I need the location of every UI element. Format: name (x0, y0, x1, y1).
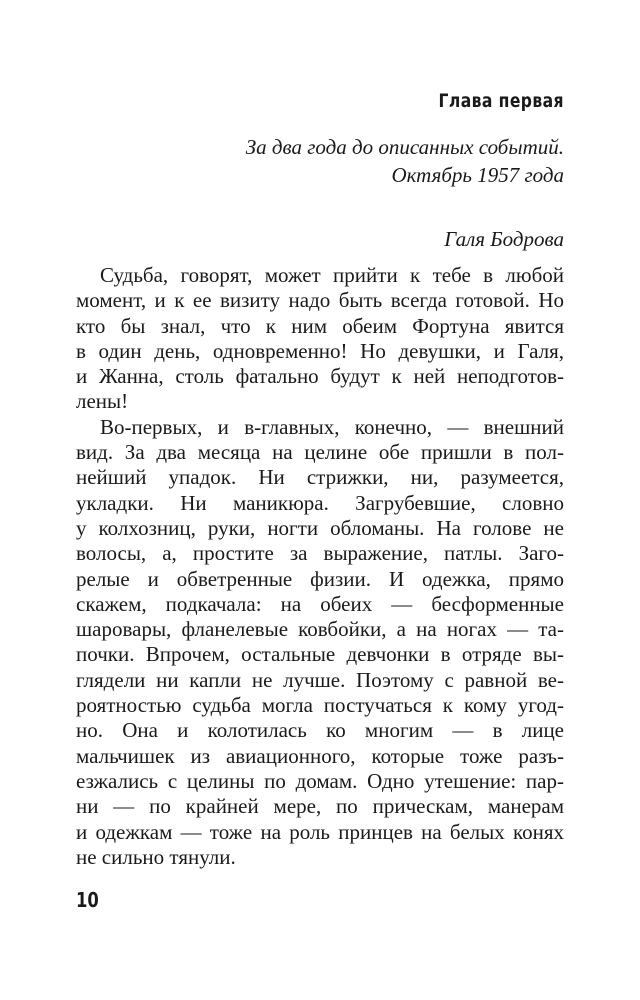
text-line: нейший упадок. Ни стрижки, ни, разумеется, (76, 465, 564, 490)
text-line: езжались с целины по домам. Одно утешение: пар- (76, 768, 564, 793)
text-line: и Жанна, столь фатально будут к ней неподготов- (76, 364, 564, 389)
epigraph (246, 133, 564, 189)
text-line: вид. За два месяца на целине обе пришли в пол- (76, 440, 564, 465)
text-line: у колхозниц, руки, ногти обломаны. На голове не (76, 515, 564, 540)
text-line: и одежкам — тоже на роль принцев на белых конях (76, 819, 564, 844)
text-line: в один день, одновременно! Но девушки, и Галя, (76, 338, 564, 363)
epigraph-line: Октябрь 1957 года (391, 163, 564, 187)
page-number: 10 (76, 888, 99, 912)
body-text (76, 263, 564, 870)
text-line: мальчишек из авиационного, которые тоже разъ- (76, 743, 564, 768)
narrator-heading: Галя Бодрова (444, 227, 564, 251)
text-line: укладки. Ни маникюра. Загрубевшие, словно (76, 490, 564, 515)
text-line: Судьба, говорят, может прийти к тебе в любой (100, 263, 564, 287)
text-line: кто бы знал, что к ним обеим Фортуна явится (76, 313, 564, 338)
text-line: почки. Впрочем, остальные девчонки в отряде вы- (76, 642, 564, 667)
text-line: релые и обветренные физии. И одежка, прямо (76, 566, 564, 591)
text-line: но. Она и колотилась ко многим — в лице (76, 718, 564, 743)
text-line: ни — по крайней мере, по прическам, манерам (76, 794, 564, 819)
text-line: шаровары, фланелевые ковбойки, а на ногах — та- (76, 617, 564, 642)
epigraph-line: За два года до описанных событий. (245, 135, 564, 159)
text-line: волосы, а, простите за выражение, патлы. Заго- (76, 541, 564, 566)
text-line: не сильно тянули. (76, 844, 236, 869)
text-line: скажем, подкачала: на обеих — бесформенные (76, 591, 564, 616)
text-line: момент, и к ее визиту надо быть всегда готовой. Но (76, 288, 564, 313)
text-line: лены! (76, 389, 129, 414)
text-line: Во-первых, и в-главных, конечно, — внешний (100, 414, 564, 439)
text-line: роятностью судьба могла постучаться к кому угод- (76, 693, 564, 718)
text-line: глядели ни капли не лучше. Поэтому с равной ве- (76, 667, 564, 692)
chapter-title: Глава первая (438, 90, 564, 112)
